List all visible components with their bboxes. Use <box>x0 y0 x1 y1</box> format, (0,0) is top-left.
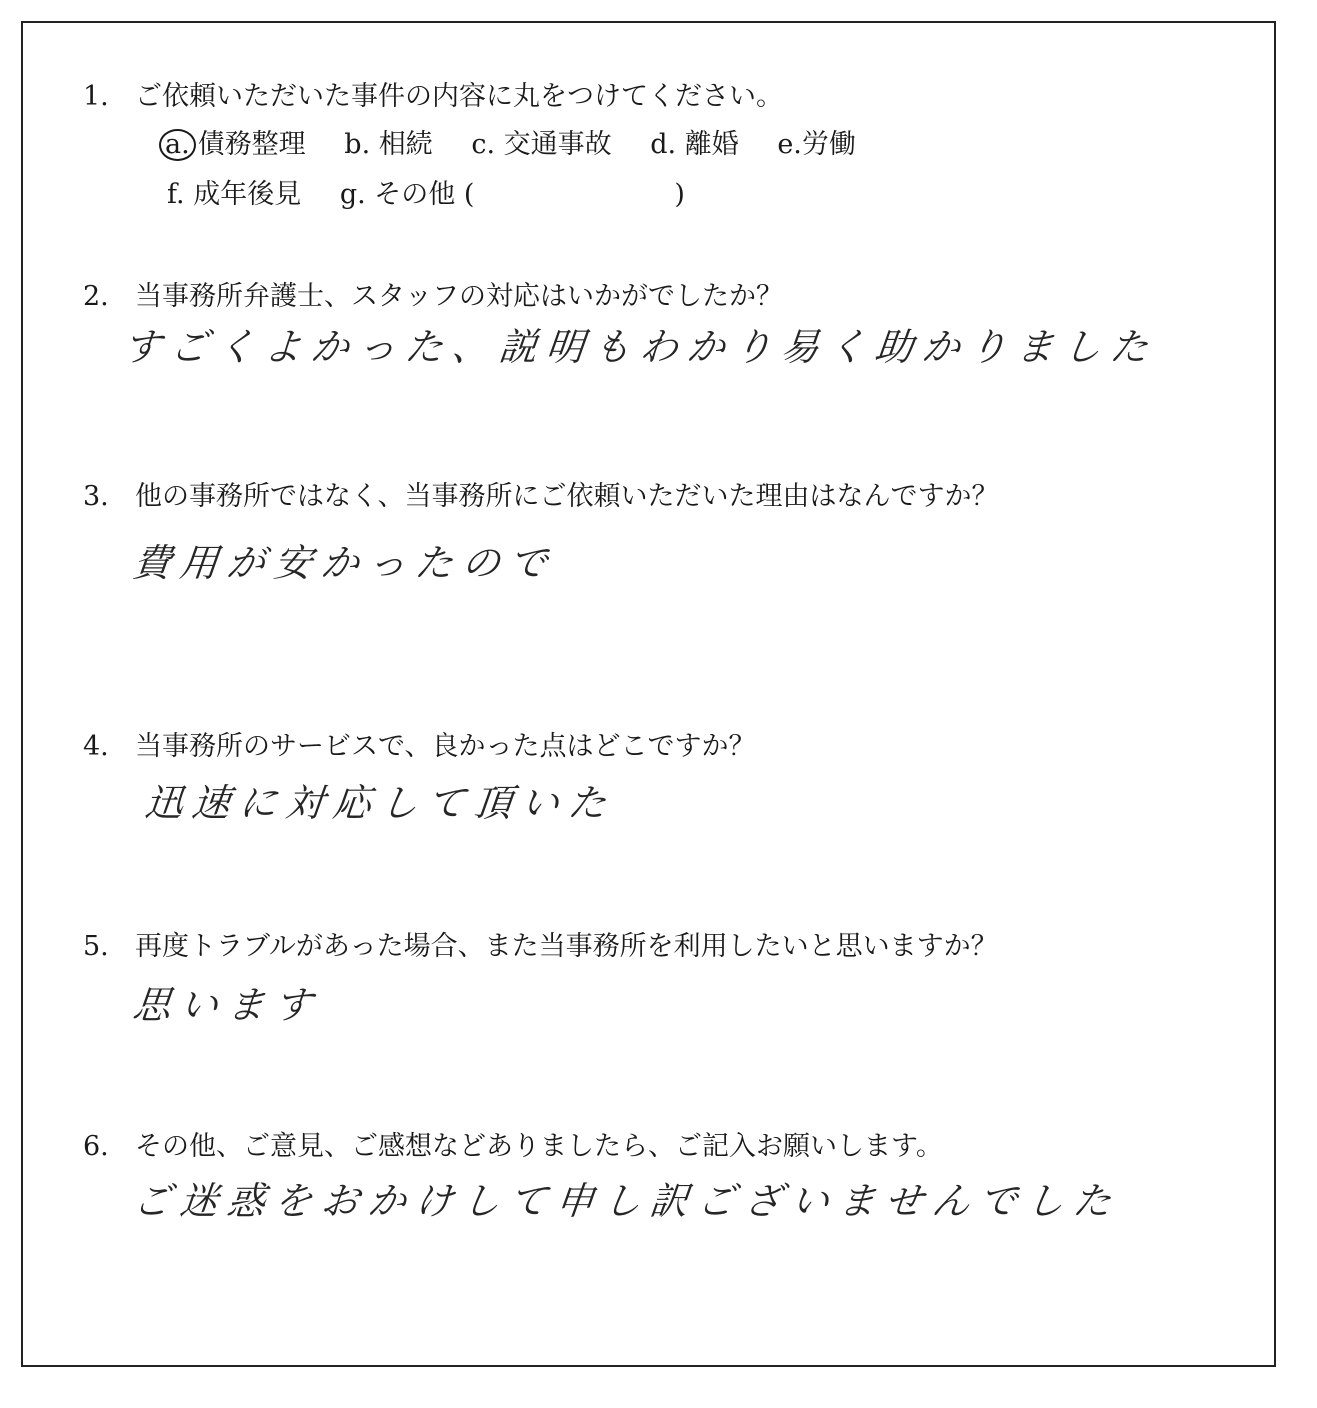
question-number: 3. <box>83 481 109 512</box>
question-2 <box>83 281 783 313</box>
option-b <box>344 129 432 161</box>
question-3 <box>83 481 998 513</box>
question-number: 5. <box>83 931 109 962</box>
option-letter-circled: a. <box>159 129 196 161</box>
option-letter: f. <box>167 179 185 210</box>
option-a <box>159 129 306 161</box>
question-number: 6. <box>83 1131 109 1162</box>
option-label: 債務整理 <box>197 129 306 160</box>
question-6 <box>83 1131 943 1163</box>
option-c <box>471 129 611 161</box>
option-letter: d. <box>650 129 677 160</box>
option-label: 相続 <box>378 129 433 160</box>
question-text: ご依頼いただいた事件の内容に丸をつけてください。 <box>135 81 783 112</box>
handwritten-answer-3: 費用が安かったので <box>130 541 559 585</box>
option-letter: e. <box>777 129 802 160</box>
option-label: その他 <box>374 179 456 210</box>
question-text: その他、ご意見、ご感想などありましたら、ご記入お願いします。 <box>135 1131 943 1162</box>
option-d <box>650 129 738 161</box>
handwritten-answer-5: 思います <box>130 983 324 1027</box>
question-text: 当事務所のサービスで、良かった点はどこですか？ <box>135 731 756 762</box>
question-text: 他の事務所ではなく、当事務所にご依頼いただいた理由はなんですか？ <box>135 481 999 512</box>
question-5 <box>83 931 998 963</box>
question-text: 再度トラブルがあった場合、また当事務所を利用したいと思いますか？ <box>135 931 998 962</box>
option-label: 労働 <box>801 129 856 160</box>
paren-open: ( <box>463 179 475 210</box>
option-letter: c. <box>471 129 496 160</box>
option-g <box>340 179 685 211</box>
option-label: 交通事故 <box>503 129 612 160</box>
question-number: 4. <box>83 731 109 762</box>
option-label: 離婚 <box>684 129 739 160</box>
q1-options-row-2 <box>167 179 715 211</box>
question-4 <box>83 731 755 763</box>
question-text: 当事務所弁護士、スタッフの対応はいかがでしたか？ <box>135 281 783 312</box>
option-letter: g. <box>339 179 366 210</box>
option-letter: b. <box>344 129 371 160</box>
question-number: 2. <box>83 281 109 312</box>
handwritten-answer-2: すごくよかった、説明もわかり易く助かりました <box>120 325 1160 369</box>
option-e <box>777 129 856 161</box>
paren-close: ) <box>674 179 685 210</box>
question-number: 1. <box>83 81 109 112</box>
handwritten-answer-6: ご迷惑をおかけして申し訳ございませんでした <box>130 1179 1123 1223</box>
survey-sheet <box>21 21 1276 1367</box>
question-1 <box>83 81 783 113</box>
option-label: 成年後見 <box>193 179 302 210</box>
q1-options-row-1 <box>159 129 886 161</box>
handwritten-answer-4: 迅速に対応して頂いた <box>142 781 618 825</box>
option-f <box>167 179 301 211</box>
